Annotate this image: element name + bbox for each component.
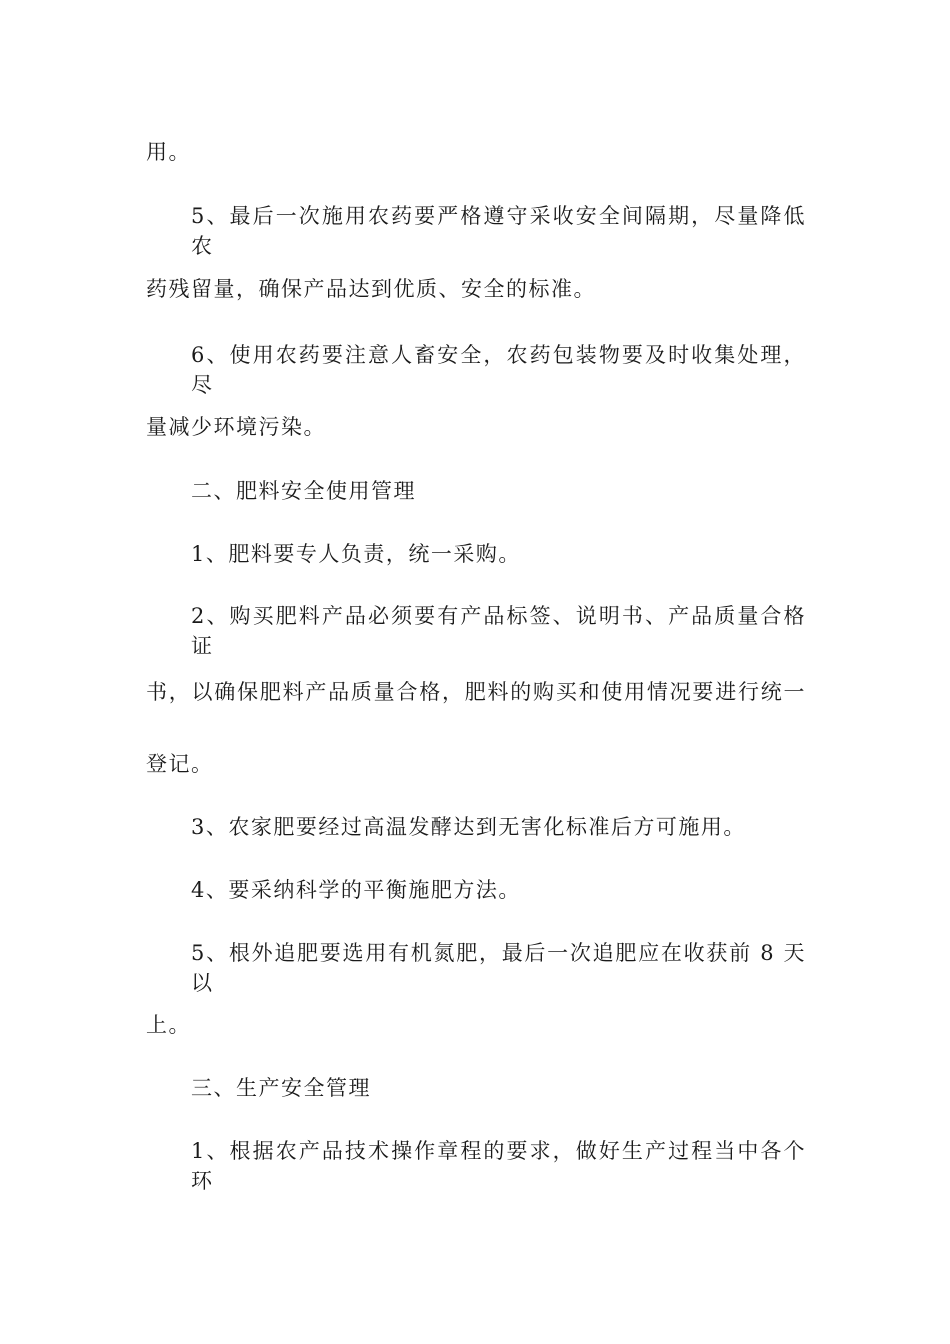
- section-heading: 二、肥料安全使用管理: [191, 479, 416, 503]
- text-line: 6、使用农药要注意人畜安全，农药包装物要及时收集处理，尽: [191, 343, 806, 397]
- text-line: 1、肥料要专人负责，统一采购。: [191, 542, 521, 566]
- text-line: 书，以确保肥料产品质量合格，肥料的购买和使用情况要进行统一: [146, 680, 806, 704]
- text-line: 上。: [146, 1013, 191, 1037]
- text-line: 5、根外追肥要选用有机氮肥，最后一次追肥应在收获前 8 天以: [191, 941, 806, 995]
- text-line: 用。: [146, 140, 191, 164]
- text-line: 4、要采纳科学的平衡施肥方法。: [191, 878, 521, 902]
- section-heading: 三、生产安全管理: [191, 1076, 371, 1100]
- text-line: 登记。: [146, 752, 214, 776]
- text-line: 3、农家肥要经过高温发酵达到无害化标准后方可施用。: [191, 815, 746, 839]
- text-line: 5、最后一次施用农药要严格遵守采收安全间隔期，尽量降低农: [191, 204, 806, 258]
- text-line: 量减少环境污染。: [146, 415, 326, 439]
- text-line: 药残留量，确保产品达到优质、安全的标准。: [146, 277, 596, 301]
- text-line: 2、购买肥料产品必须要有产品标签、说明书、产品质量合格证: [191, 604, 806, 658]
- text-line: 1、根据农产品技术操作章程的要求，做好生产过程当中各个环: [191, 1139, 806, 1193]
